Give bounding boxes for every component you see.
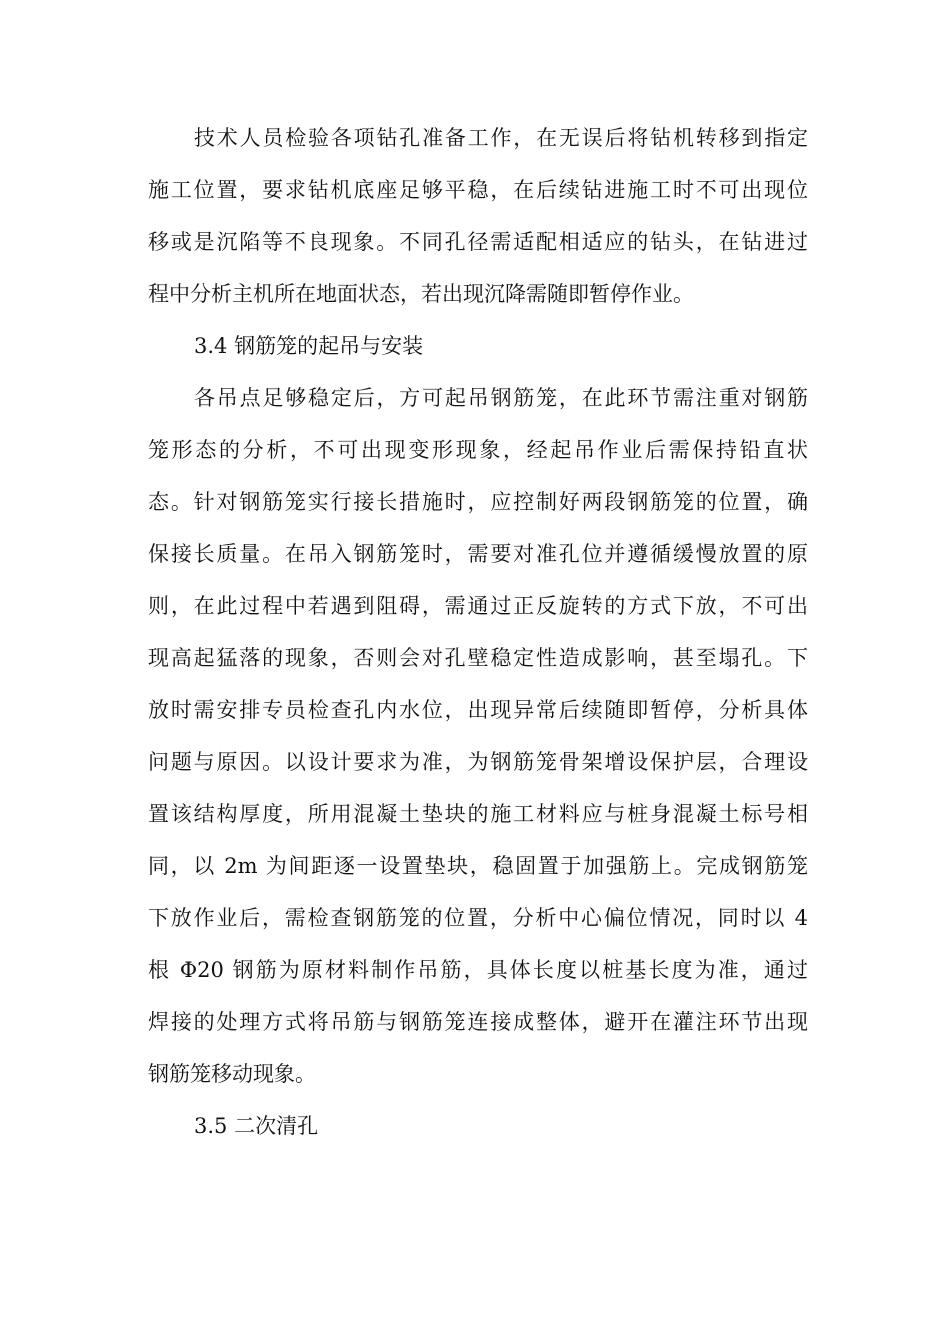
paragraph-line: 各吊点足够稳定后，方可起吊钢筋笼，在此环节需注重对钢筋 — [194, 386, 808, 410]
paragraph-line: 钢筋笼移动现象。 — [148, 1062, 316, 1086]
paragraph-line: 同，以 2m 为间距逐一设置垫块，稳固置于加强筋上。完成钢筋笼 — [148, 854, 808, 878]
paragraph-line: 施工位置，要求钻机底座足够平稳，在后续钻进施工时不可出现位 — [148, 178, 808, 202]
paragraph-line: 置该结构厚度，所用混凝土垫块的施工材料应与桩身混凝土标号相 — [148, 802, 808, 826]
paragraph-line: 保接长质量。在吊入钢筋笼时，需要对准孔位并遵循缓慢放置的原 — [148, 542, 808, 566]
paragraph-line: 态。针对钢筋笼实行接长措施时，应控制好两段钢筋笼的位置，确 — [148, 490, 808, 514]
paragraph-line: 技术人员检验各项钻孔准备工作，在无误后将钻机转移到指定 — [194, 126, 808, 150]
section-heading-3-5: 3.5 二次清孔 — [194, 1114, 319, 1138]
paragraph-line: 移或是沉陷等不良现象。不同孔径需适配相适应的钻头，在钻进过 — [148, 230, 808, 254]
paragraph-line: 焊接的处理方式将吊筋与钢筋笼连接成整体，避开在灌注环节出现 — [148, 1010, 808, 1034]
paragraph-line: 则，在此过程中若遇到阻碍，需通过正反旋转的方式下放，不可出 — [148, 594, 808, 618]
paragraph-line: 下放作业后，需检查钢筋笼的位置，分析中心偏位情况，同时以 4 — [148, 906, 808, 930]
section-heading-3-4: 3.4 钢筋笼的起吊与安装 — [194, 334, 424, 358]
paragraph-cage-lifting — [148, 372, 808, 1100]
paragraph-line: 程中分析主机所在地面状态，若出现沉降需随即暂停作业。 — [148, 282, 694, 306]
paragraph-line: 现高起猛落的现象，否则会对孔壁稳定性造成影响，甚至塌孔。下 — [148, 646, 808, 670]
paragraph-line: 根 Φ20 钢筋为原材料制作吊筋，具体长度以桩基长度为准，通过 — [148, 958, 808, 982]
paragraph-line: 问题与原因。以设计要求为准，为钢筋笼骨架增设保护层，合理设 — [148, 750, 808, 774]
document-body — [148, 112, 808, 1152]
paragraph-drilling — [148, 112, 808, 320]
paragraph-line: 放时需安排专员检查孔内水位，出现异常后续随即暂停，分析具体 — [148, 698, 808, 722]
paragraph-line: 笼形态的分析，不可出现变形现象，经起吊作业后需保持铅直状 — [148, 438, 808, 462]
